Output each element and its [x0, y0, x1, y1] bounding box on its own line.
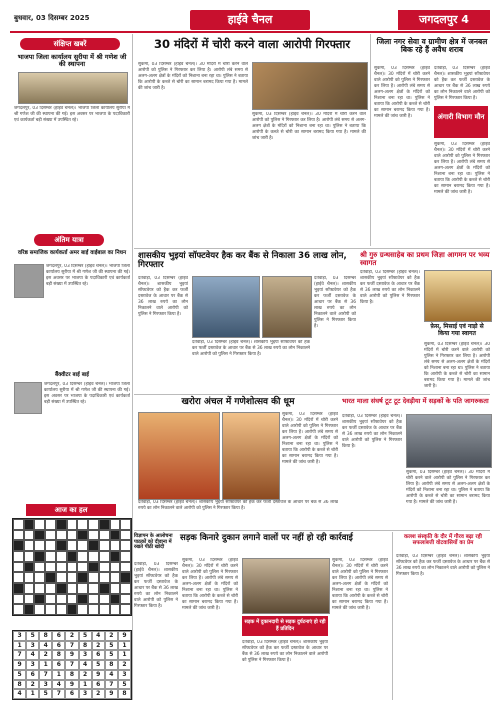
guru-headline: श्री गुरु ग्रन्थसाहेब का प्रथम जिज्ञा आगमन पर भव्य स्वागत — [360, 251, 490, 267]
guru-subheadline: फ़ेस, मिसाई एवं नाड़ो से किया गया स्वागत — [430, 323, 484, 337]
section-label-obituary: अंतिम यात्रा — [34, 234, 104, 246]
shops-body-3: सुकमा, 03 दिसम्बर (हाईवे चैनल)। 30 मंदिरों में चोरी करने वाले आरोपी को पुलिस ने गिरफ्तार कर लिया है। आरोपी लंबे समय से अलग-अलग क्षेत्रों के मंदिरों को निशाना बना रहा था। पुलिस ने बताया कि आरोपी के कब्जे से चोरी का सामान बरामद किया गया है। मामले की जांच जारी है। — [332, 558, 388, 611]
issue-date: बुधवार, 03 दिसम्बर 2025 — [14, 14, 90, 22]
sudoku-cell: 8 — [79, 641, 92, 651]
sudoku-cell: 3 — [39, 680, 52, 690]
sudoku-cell: 3 — [26, 641, 39, 651]
main-headline: 30 मंदिरों में चोरी करने वाला आरोपी गिरफ्तार — [153, 37, 351, 51]
sudoku-cell: 7 — [52, 689, 65, 699]
sudoku-cell: 7 — [13, 650, 26, 660]
section-divider — [134, 248, 490, 249]
road-body-2: सुकमा, 03 दिसम्बर (हाईवे चैनल)। 30 मंदिरों में चोरी करने वाले आरोपी को पुलिस ने गिरफ्तार कर लिया है। आरोपी लंबे समय से अलग-अलग क्षेत्रों के मंदिरों को निशाना बना रहा था। पुलिस ने बताया कि आरोपी के कब्जे से चोरी का सामान बरामद किया गया है। मामले की जांच जारी है। — [406, 470, 490, 505]
sudoku-cell: 2 — [92, 641, 105, 651]
brief-headline-2: बैंक्वीटर बाई बाई — [54, 372, 89, 378]
right-top-headline: जिला नगर सेवा व ग्रामीण क्षेत्र में जनबल बिक रहे हैं अवैध शराब — [376, 37, 488, 55]
right-top-body-3: सुकमा, 03 दिसम्बर (हाईवे चैनल)। 30 मंदिरों में चोरी करने वाले आरोपी को पुलिस ने गिरफ्तार कर लिया है। आरोपी लंबे समय से अलग-अलग क्षेत्रों के मंदिरों को निशाना बना रहा था। पुलिस ने बताया कि आरोपी के कब्जे से चोरी का सामान बरामद किया गया है। मामले की जांच जारी है। — [434, 142, 490, 195]
brief-photo-2 — [14, 382, 42, 414]
sudoku-cell: 9 — [105, 689, 118, 699]
banner-alcohol-dept: अंगारी विभाग मौन — [434, 106, 488, 138]
paper-name: हाईवे चैनल — [190, 10, 310, 30]
sudoku-cell: 2 — [39, 650, 52, 660]
hack-body-2: दंतेवाड़ा, 03 दिसम्बर (हाईवे चैनल)। शासकीय भुइयां सॉफ्टवेयर को हैक कर फर्जी दस्तावेज के आधार पर बैंक से 36 लाख रुपये का लोन निकालने वाले आरोपी को पुलिस ने गिरफ्तार किया है। — [192, 340, 310, 357]
masthead — [10, 10, 490, 32]
sudoku-cell: 1 — [26, 689, 39, 699]
left-bottom-body: दंतेवाड़ा, 03 दिसम्बर (हाईवे चैनल)। शासकीय भुइयां सॉफ्टवेयर को हैक कर फर्जी दस्तावेज के आधार पर बैंक से 36 लाख रुपये का लोन निकालने वाले आरोपी को पुलिस ने गिरफ्तार किया है। — [134, 562, 178, 609]
sudoku-cell: 3 — [79, 650, 92, 660]
column-divider — [370, 34, 371, 246]
ganesh-body-2: दंतेवाड़ा, 03 दिसम्बर (हाईवे चैनल)। शासकीय भुइयां सॉफ्टवेयर को हैक कर फर्जी दस्तावेज के आधार पर बैंक से 36 लाख रुपये का लोन निकालने वाले आरोपी को पुलिस ने गिरफ्तार किया है। — [138, 500, 338, 511]
obituary-photo — [14, 264, 44, 298]
road-headline: भारत माला संघर्ष टूट टूट देवड़ीया में सड़कों के पति जागरुकता — [342, 397, 489, 405]
sudoku-cell: 4 — [39, 641, 52, 651]
sudoku-cell: 8 — [118, 689, 131, 699]
kalash-body: दंतेवाड़ा, 03 दिसम्बर (हाईवे चैनल)। शासकीय भुइयां सॉफ्टवेयर को हैक कर फर्जी दस्तावेज के आधार पर बैंक से 36 लाख रुपये का लोन निकालने वाले आरोपी को पुलिस ने गिरफ्तार किया है। — [396, 554, 490, 577]
sudoku-cell: 4 — [92, 631, 105, 641]
sudoku-cell: 2 — [105, 631, 118, 641]
sudoku-cell: 6 — [92, 650, 105, 660]
sudoku-cell: 3 — [118, 670, 131, 680]
sudoku-cell: 8 — [105, 660, 118, 670]
hack-photo-1 — [192, 276, 260, 338]
section-divider — [134, 394, 490, 395]
sudoku-cell: 8 — [52, 650, 65, 660]
sudoku-cell: 5 — [118, 680, 131, 690]
main-body-col2: सुकमा, 03 दिसम्बर (हाईवे चैनल)। 30 मंदिरों में चोरी करने वाले आरोपी को पुलिस ने गिरफ्तार कर लिया है। आरोपी लंबे समय से अलग-अलग क्षेत्रों के मंदिरों को निशाना बना रहा था। पुलिस ने बताया कि आरोपी के कब्जे से चोरी का सामान बरामद किया गया है। मामले की जांच जारी है। — [252, 112, 366, 141]
brief-headline: भाजपा जिला कार्यालय सुरीया में श्री गणेश जी की स्थापना — [17, 53, 127, 69]
main-body-col1: सुकमा, 03 दिसम्बर (हाईवे चैनल)। 30 मंदिरों में चोरी करने वाले आरोपी को पुलिस ने गिरफ्तार कर लिया है। आरोपी लंबे समय से अलग-अलग क्षेत्रों के मंदिरों को निशाना बना रहा था। पुलिस ने बताया कि आरोपी के कब्जे से चोरी का सामान बरामद किया गया है। मामले की जांच जारी है। — [138, 62, 248, 91]
guru-body-1: दंतेवाड़ा, 03 दिसम्बर (हाईवे चैनल)। शासकीय भुइयां सॉफ्टवेयर को हैक कर फर्जी दस्तावेज के आधार पर बैंक से 36 लाख रुपये का लोन निकालने वाले आरोपी को पुलिस ने गिरफ्तार किया है। — [360, 270, 420, 305]
ganesh-photo-2 — [222, 412, 280, 500]
sudoku-cell: 5 — [105, 650, 118, 660]
sudoku-cell: 7 — [65, 641, 78, 651]
sudoku-cell: 6 — [92, 680, 105, 690]
sudoku-cell: 9 — [92, 670, 105, 680]
sudoku-cell: 6 — [52, 631, 65, 641]
brief-body: जगदलपुर, 03 दिसम्बर (हाईवे चैनल)। भाजपा जिला कार्यालय सुरीया में श्री गणेश जी की स्थापना की गई। इस अवसर पर भाजपा के पदाधिकारी एवं कार्यकर्ता बड़ी संख्या में उपस्थित रहे। — [14, 106, 130, 123]
road-photo — [406, 414, 492, 468]
sudoku-cell: 3 — [26, 660, 39, 670]
kalash-headline: कलश संस्कृति के दौर में गौरव बढ़ा रही सफलाबत्ती वोटवासियों का प्रेम — [404, 534, 482, 547]
sudoku-cell: 7 — [105, 680, 118, 690]
shops-headline: सड़क किनारे दुकान लगाने वालों पर नहीं हो रही कार्रवाई — [180, 533, 353, 543]
shops-body-2: दंतेवाड़ा, 03 दिसम्बर (हाईवे चैनल)। शासकीय भुइयां सॉफ्टवेयर को हैक कर फर्जी दस्तावेज के आधार पर बैंक से 36 लाख रुपये का लोन निकालने वाले आरोपी को पुलिस ने गिरफ्तार किया है। — [242, 640, 328, 663]
sudoku-cell: 5 — [79, 631, 92, 641]
obituary-body: जगदलपुर, 03 दिसम्बर (हाईवे चैनल)। भाजपा जिला कार्यालय सुरीया में श्री गणेश जी की स्थापना की गई। इस अवसर पर भाजपा के पदाधिकारी एवं कार्यकर्ता बड़ी संख्या में उपस्थित रहे। — [46, 264, 130, 287]
sudoku-cell: 7 — [65, 660, 78, 670]
newspaper-page — [10, 10, 490, 700]
sudoku-cell: 4 — [26, 650, 39, 660]
shops-callout: सड़क में दुकानदारी से सड़क दुर्घटनाएं हो रही हैं प्रतिदिन — [242, 616, 328, 636]
sudoku-cell: 2 — [79, 670, 92, 680]
sudoku-cell: 8 — [13, 680, 26, 690]
shops-photo — [242, 558, 330, 614]
hack-photo-2 — [262, 276, 312, 338]
sudoku-cell: 4 — [105, 670, 118, 680]
sudoku-cell: 5 — [39, 689, 52, 699]
sudoku-cell: 5 — [26, 631, 39, 641]
sudoku-cell: 6 — [52, 641, 65, 651]
hack-body-1: दंतेवाड़ा, 03 दिसम्बर (हाईवे चैनल)। शासकीय भुइयां सॉफ्टवेयर को हैक कर फर्जी दस्तावेज के आधार पर बैंक से 36 लाख रुपये का लोन निकालने वाले आरोपी को पुलिस ने गिरफ्तार किया है। — [138, 276, 188, 317]
sudoku-cell: 2 — [65, 631, 78, 641]
sudoku-cell: 3 — [13, 631, 26, 641]
ganesh-body-1: सुकमा, 03 दिसम्बर (हाईवे चैनल)। 30 मंदिरों में चोरी करने वाले आरोपी को पुलिस ने गिरफ्तार कर लिया है। आरोपी लंबे समय से अलग-अलग क्षेत्रों के मंदिरों को निशाना बना रहा था। पुलिस ने बताया कि आरोपी के कब्जे से चोरी का सामान बरामद किया गया है। मामले की जांच जारी है। — [282, 412, 338, 465]
guru-body-2: सुकमा, 03 दिसम्बर (हाईवे चैनल)। 30 मंदिरों में चोरी करने वाले आरोपी को पुलिस ने गिरफ्तार कर लिया है। आरोपी लंबे समय से अलग-अलग क्षेत्रों के मंदिरों को निशाना बना रहा था। पुलिस ने बताया कि आरोपी के कब्जे से चोरी का सामान बरामद किया गया है। मामले की जांच जारी है। — [424, 342, 490, 389]
sudoku-cell: 1 — [13, 641, 26, 651]
sudoku-cell: 1 — [118, 641, 131, 651]
sudoku-cell: 2 — [26, 680, 39, 690]
sudoku-cell: 9 — [118, 631, 131, 641]
road-body-1: दंतेवाड़ा, 03 दिसम्बर (हाईवे चैनल)। शासकीय भुइयां सॉफ्टवेयर को हैक कर फर्जी दस्तावेज के आधार पर बैंक से 36 लाख रुपये का लोन निकालने वाले आरोपी को पुलिस ने गिरफ्तार किया है। — [342, 414, 402, 449]
sudoku-cell: 7 — [39, 670, 52, 680]
guru-photo — [424, 270, 492, 322]
sudoku-grid — [12, 630, 132, 700]
sudoku-cell: 4 — [79, 660, 92, 670]
sudoku-cell: 4 — [13, 689, 26, 699]
column-divider — [392, 532, 393, 700]
sudoku-cell: 6 — [65, 689, 78, 699]
crossword-grid — [12, 518, 132, 616]
hack-body-3: दंतेवाड़ा, 03 दिसम्बर (हाईवे चैनल)। शासकीय भुइयां सॉफ्टवेयर को हैक कर फर्जी दस्तावेज के आधार पर बैंक से 36 लाख रुपये का लोन निकालने वाले आरोपी को पुलिस ने गिरफ्तार किया है। — [314, 276, 356, 329]
sudoku-cell: 5 — [105, 641, 118, 651]
sudoku-cell: 2 — [92, 689, 105, 699]
brief-body-2: जगदलपुर, 03 दिसम्बर (हाईवे चैनल)। भाजपा जिला कार्यालय सुरीया में श्री गणेश जी की स्थापना की गई। इस अवसर पर भाजपा के पदाधिकारी एवं कार्यकर्ता बड़ी संख्या में उपस्थित रहे। — [44, 382, 130, 405]
left-bottom-headline: विज्ञापन के आलोचना पाठकों को दीवाना में रखते पीठी खोदी — [134, 533, 173, 550]
sudoku-cell: 5 — [92, 660, 105, 670]
sudoku-cell: 6 — [52, 660, 65, 670]
sudoku-cell: 9 — [13, 660, 26, 670]
sudoku-cell: 8 — [39, 631, 52, 641]
hack-headline: शासकीय भुइयां सॉफ्टवेयर हैक कर बैंक से निकाला 36 लाख लोन, गिरफ्तार — [138, 251, 347, 271]
puzzle-label: आज का हल — [26, 504, 116, 516]
main-photo — [252, 62, 368, 110]
sudoku-cell: 6 — [26, 670, 39, 680]
sudoku-cell: 3 — [79, 689, 92, 699]
ganesh-photo — [138, 412, 220, 500]
sudoku-cell: 1 — [52, 670, 65, 680]
sudoku-cell: 1 — [118, 650, 131, 660]
column-divider — [132, 34, 133, 700]
sudoku-cell: 8 — [65, 670, 78, 680]
sudoku-cell: 4 — [52, 680, 65, 690]
sudoku-cell: 9 — [65, 680, 78, 690]
section-label-briefs: संक्षिप्त खबरें — [20, 38, 120, 50]
sudoku-cell: 5 — [13, 670, 26, 680]
brief-photo — [18, 72, 128, 104]
right-top-body-2: दंतेवाड़ा, 03 दिसम्बर (हाईवे चैनल)। शासकीय भुइयां सॉफ्टवेयर को हैक कर फर्जी दस्तावेज के आधार पर बैंक से 36 लाख रुपये का लोन निकालने वाले आरोपी को पुलिस ने गिरफ्तार किया है। — [434, 66, 490, 101]
sudoku-cell: 9 — [65, 650, 78, 660]
ganesh-headline: खरोरा अंचल में गणेशोत्सव की धूम — [181, 397, 295, 407]
sudoku-cell: 2 — [118, 660, 131, 670]
sudoku-cell: 1 — [79, 680, 92, 690]
shops-body-1: सुकमा, 03 दिसम्बर (हाईवे चैनल)। 30 मंदिरों में चोरी करने वाले आरोपी को पुलिस ने गिरफ्तार कर लिया है। आरोपी लंबे समय से अलग-अलग क्षेत्रों के मंदिरों को निशाना बना रहा था। पुलिस ने बताया कि आरोपी के कब्जे से चोरी का सामान बरामद किया गया है। मामले की जांच जारी है। — [182, 558, 238, 611]
obituary-headline: वरिष्ठ समाजिक कार्यकर्ता अमर बाई वाईबाल का निधन — [17, 250, 127, 256]
masthead-rule — [10, 31, 490, 33]
section-divider — [134, 530, 490, 531]
city-page-label: जगदलपुर 4 — [398, 10, 490, 30]
right-top-body-1: सुकमा, 03 दिसम्बर (हाईवे चैनल)। 30 मंदिरों में चोरी करने वाले आरोपी को पुलिस ने गिरफ्तार कर लिया है। आरोपी लंबे समय से अलग-अलग क्षेत्रों के मंदिरों को निशाना बना रहा था। पुलिस ने बताया कि आरोपी के कब्जे से चोरी का सामान बरामद किया गया है। मामले की जांच जारी है। — [374, 66, 430, 119]
sudoku-cell: 1 — [39, 660, 52, 670]
